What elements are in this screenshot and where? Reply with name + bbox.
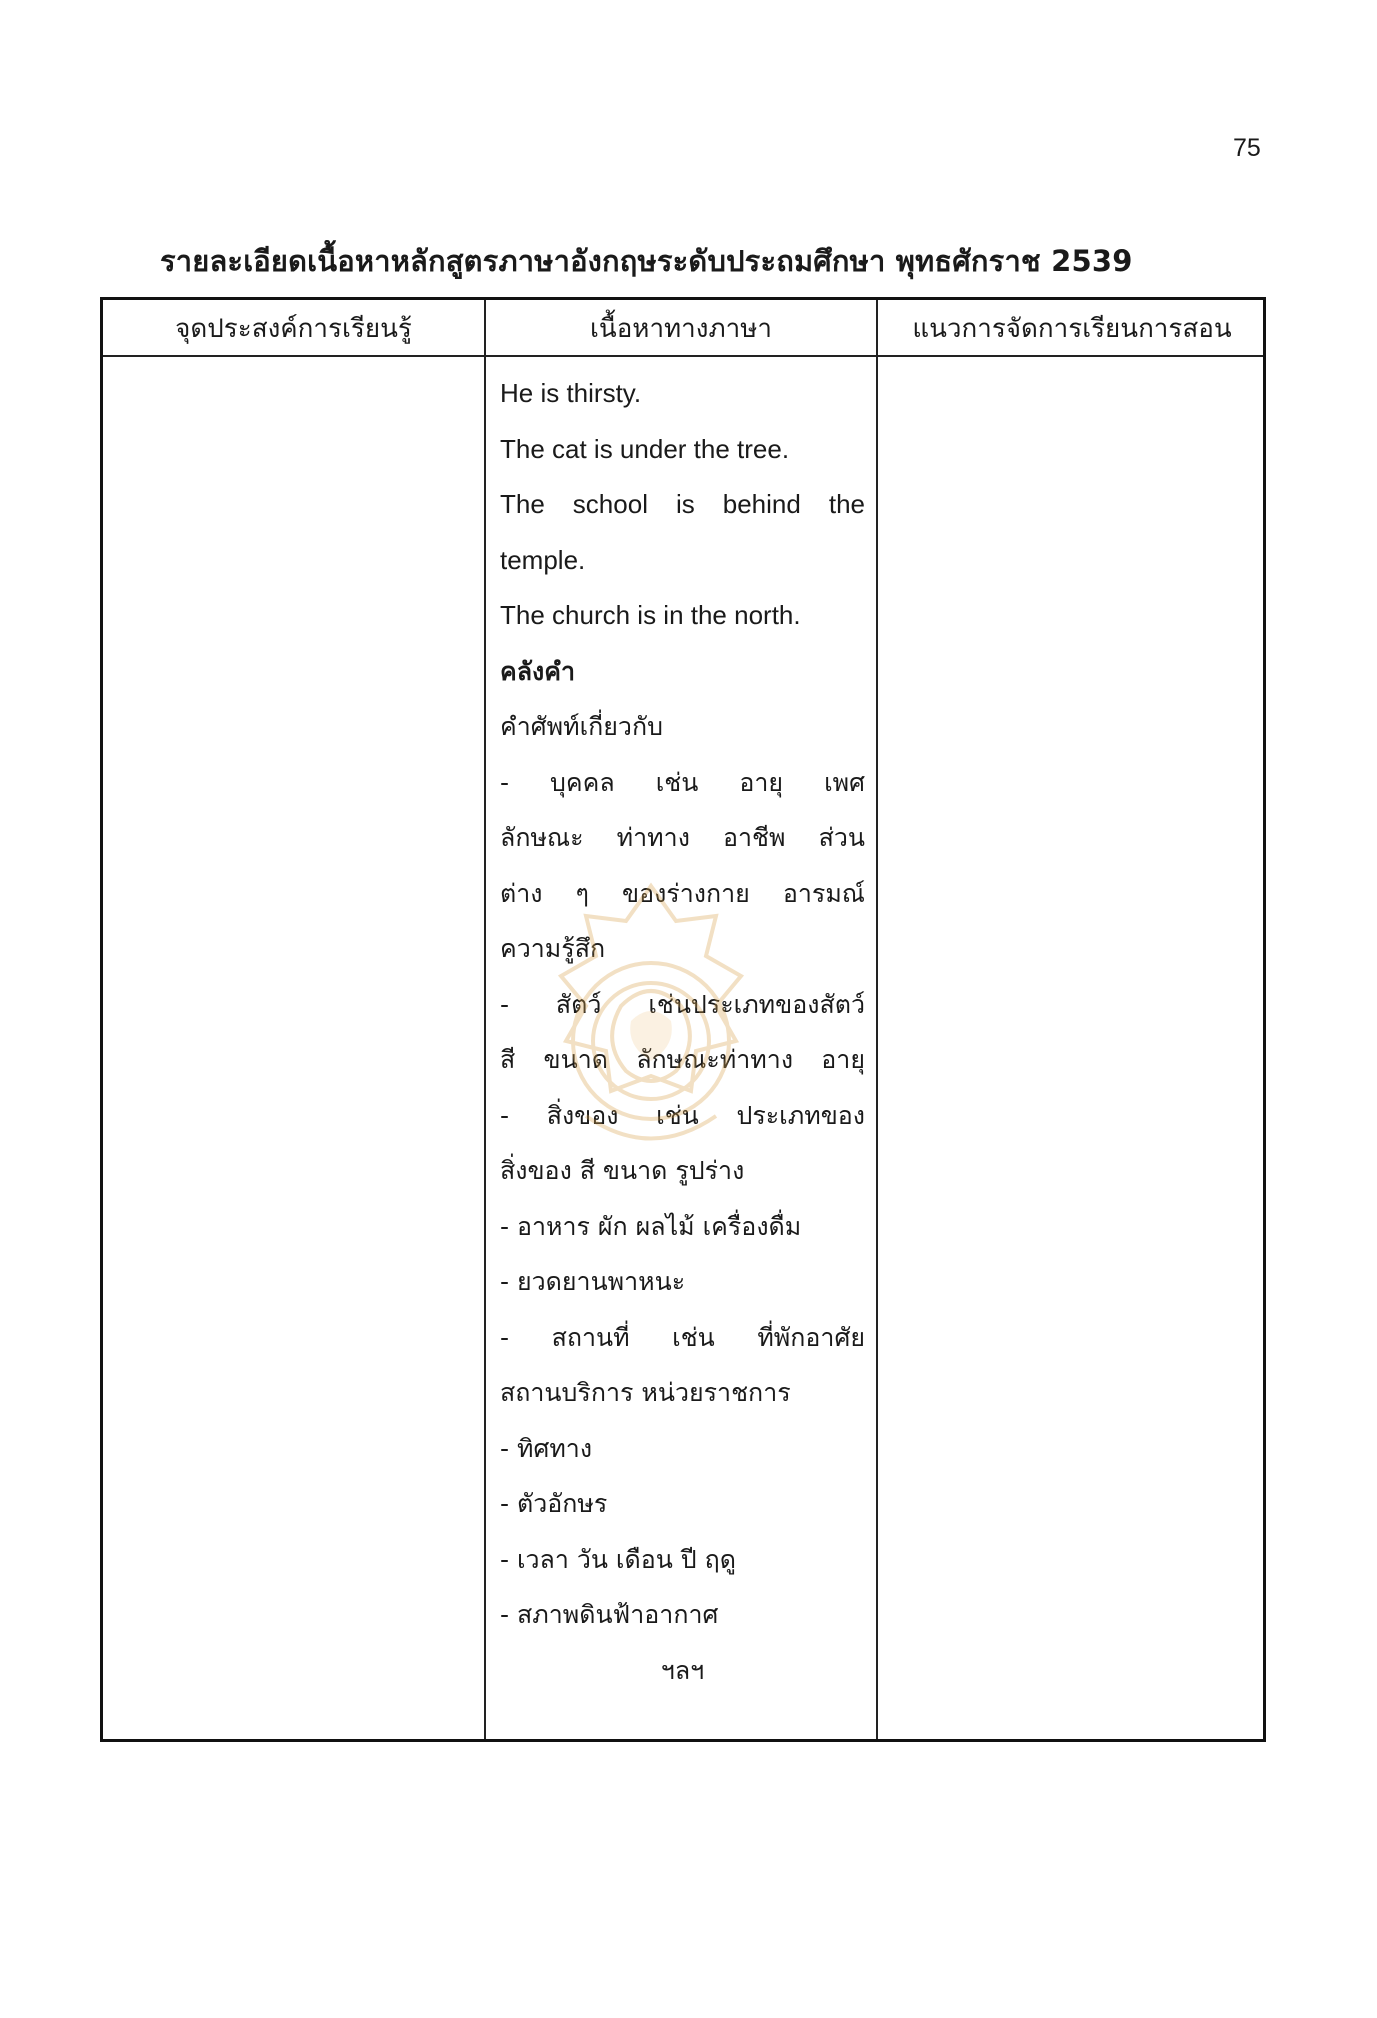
header-teaching-approach: แนวการจัดการเรียนการสอน bbox=[912, 314, 1232, 344]
header-language-content: เนื้อหาทางภาษา bbox=[590, 314, 772, 344]
document-title: รายละเอียดเนื้อหาหลักสูตรภาษาอังกฤษระดับประถมศึกษา พุทธศักราช 2539 bbox=[160, 244, 1133, 278]
content-line: - สภาพดินฟ้าอากาศ bbox=[500, 1600, 719, 1629]
content-line: - ยวดยานพาหนะ bbox=[500, 1267, 686, 1296]
content-line: คำศัพท์เกี่ยวกับ bbox=[500, 712, 663, 741]
language-content-cell bbox=[500, 366, 865, 1698]
header-learning-objectives: จุดประสงค์การเรียนรู้ bbox=[175, 314, 412, 344]
page-number: 75 bbox=[1233, 134, 1261, 162]
content-line: He is thirsty. bbox=[500, 378, 642, 408]
content-line: - ทิศทาง bbox=[500, 1433, 593, 1463]
content-line: ลักษณะ ท่าทาง อาชีพ ส่วน bbox=[500, 823, 865, 852]
content-line: สิ่งของ สี ขนาด รูปร่าง bbox=[500, 1156, 745, 1185]
content-line: - อาหาร ผัก ผลไม้ เครื่องดื่ม bbox=[500, 1211, 802, 1241]
content-line: The school is behind the bbox=[500, 489, 865, 519]
content-line: - บุคคล เช่น อายุ เพศ bbox=[500, 767, 865, 797]
content-line: - สิ่งของ เช่น ประเภทของ bbox=[500, 1100, 865, 1130]
content-line: - สัตว์ เช่นประเภทของสัตว์ bbox=[500, 989, 865, 1019]
column-divider bbox=[484, 300, 486, 1739]
content-line: สี ขนาด ลักษณะท่าทาง อายุ bbox=[500, 1045, 865, 1074]
content-line: - สถานที่ เช่น ที่พักอาศัย bbox=[500, 1322, 865, 1352]
header-divider bbox=[103, 355, 1263, 357]
content-line: ความรู้สึก bbox=[500, 934, 606, 963]
content-line: - เวลา วัน เดือน ปี ฤดู bbox=[500, 1544, 736, 1574]
curriculum-table bbox=[100, 297, 1266, 1742]
etc-marker: ฯลฯ bbox=[660, 1655, 705, 1685]
content-line: temple. bbox=[500, 544, 586, 575]
vocabulary-heading: คลังคำ bbox=[500, 656, 576, 686]
content-line: สถานบริการ หน่วยราชการ bbox=[500, 1378, 791, 1407]
content-line: ต่าง ๆ ของร่างกาย อารมณ์ bbox=[500, 878, 865, 908]
content-line: - ตัวอักษร bbox=[500, 1489, 608, 1518]
content-line: The cat is under the tree. bbox=[500, 433, 790, 464]
column-divider bbox=[876, 300, 878, 1739]
content-line: The church is in the north. bbox=[500, 600, 801, 630]
